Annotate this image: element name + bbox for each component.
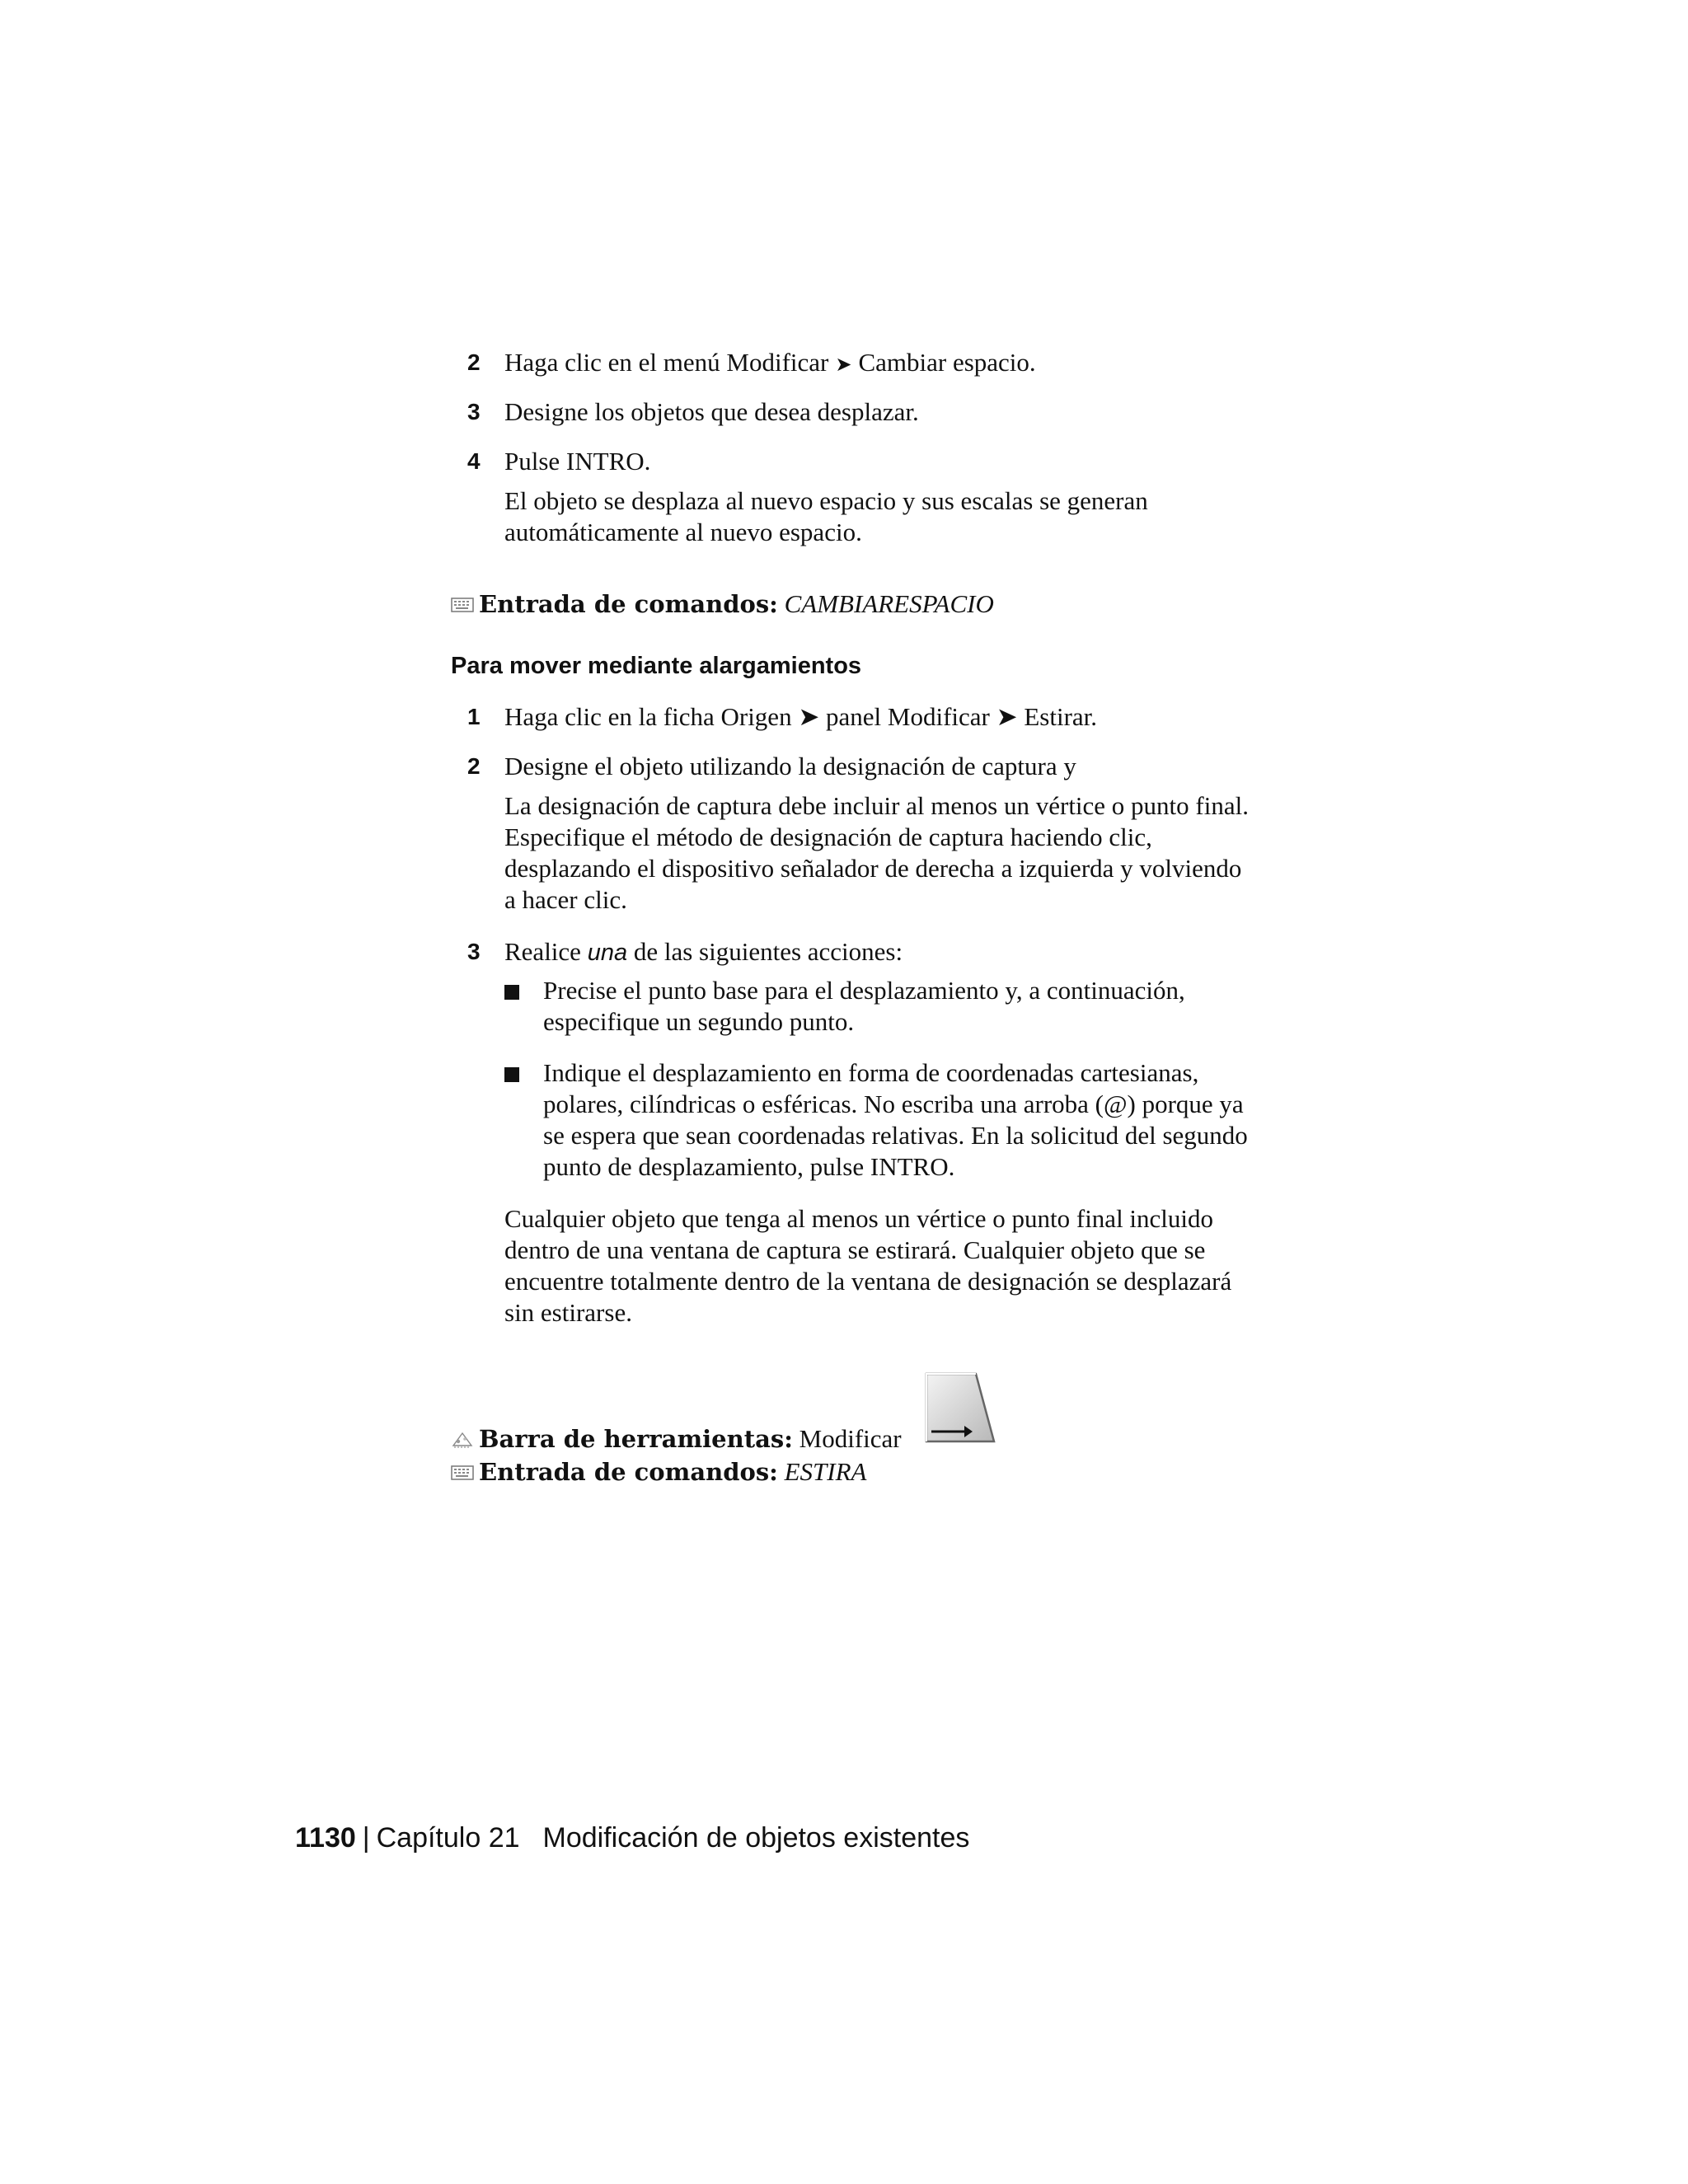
step-text-emphasis: una <box>587 940 628 966</box>
step-number: 3 <box>467 939 481 964</box>
step-text-post: Cambiar espacio. <box>858 348 1036 377</box>
bullet-line: especifique un segundo punto. <box>543 1007 855 1036</box>
bullet-text <box>543 975 1334 1038</box>
footer-separator: | <box>362 1822 370 1854</box>
keyboard-icon <box>451 1464 474 1482</box>
paragraph-line: Cualquier objeto que tenga al menos un vértice o punto final incluido <box>504 1204 1214 1233</box>
bullet-line: Indique el desplazamiento en forma de coordenadas cartesianas, <box>543 1058 1199 1087</box>
note-line: a hacer clic. <box>504 885 627 914</box>
step-text: Pulse INTRO. <box>504 447 651 476</box>
toolbar-value: Modificar <box>799 1424 902 1453</box>
step-text-pre: Realice <box>504 937 588 966</box>
step-text: Designe el objeto utilizando la designación de captura y <box>504 752 1076 780</box>
bullet-square-icon <box>504 985 519 1000</box>
step-note <box>504 790 1337 916</box>
step-text-pre: Haga clic en el menú Modificar <box>504 348 829 377</box>
page-number: 1130 <box>295 1822 356 1854</box>
note-line: desplazando el dispositivo señalador de derecha a izquierda y volviendo <box>504 854 1242 883</box>
note-line: Especifique el método de designación de captura haciendo clic, <box>504 823 1152 851</box>
chapter-title: Modificación de objetos existentes <box>542 1822 970 1854</box>
step-text: Designe los objetos que desea desplazar. <box>504 397 919 426</box>
bullet-line: polares, cilíndricas o esféricas. No escriba una arroba (@) porque ya <box>543 1090 1244 1118</box>
bullet-square-icon <box>504 1067 519 1082</box>
chapter-label: Capítulo 21 <box>376 1822 520 1854</box>
step-note <box>504 485 1337 548</box>
step-number: 2 <box>467 349 481 375</box>
command-entry-line <box>451 588 994 620</box>
step-number: 3 <box>467 399 481 424</box>
command-label: Entrada de comandos: <box>479 590 778 618</box>
step-number: 4 <box>467 448 481 474</box>
command-value: CAMBIARESPACIO <box>784 589 994 618</box>
toolbar-icon <box>451 1431 474 1449</box>
step-text-post: de las siguientes acciones: <box>627 937 903 966</box>
note-line: automáticamente al nuevo espacio. <box>504 518 862 546</box>
step-number: 1 <box>467 704 481 729</box>
stretch-icon <box>921 1371 997 1446</box>
paragraph-line: dentro de una ventana de captura se estirará. Cualquier objeto que se <box>504 1235 1206 1264</box>
section-heading: Para mover mediante alargamientos <box>451 653 862 679</box>
note-line: El objeto se desplaza al nuevo espacio y sus escalas se generan <box>504 486 1148 515</box>
page-footer <box>295 1820 969 1856</box>
toolbar-label: Barra de herramientas: <box>479 1425 793 1453</box>
paragraph-line: encuentre totalmente dentro de la ventana de designación se desplazará <box>504 1267 1232 1296</box>
closing-paragraph <box>504 1203 1337 1329</box>
bullet-line: punto de desplazamiento, pulse INTRO. <box>543 1152 955 1181</box>
note-line: La designación de captura debe incluir al menos un vértice o punto final. <box>504 791 1249 820</box>
command-value: ESTIRA <box>784 1457 867 1486</box>
toolbar-entry-line <box>451 1423 902 1455</box>
bullet-line: se espera que sean coordenadas relativas. En la solicitud del segundo <box>543 1121 1248 1150</box>
step-text: Haga clic en la ficha Origen ➤ panel Modificar ➤ Estirar. <box>504 702 1098 731</box>
step-text <box>504 347 1329 380</box>
step-text <box>504 936 1329 968</box>
command-entry-line <box>451 1456 866 1488</box>
menu-arrow-icon: ➤ <box>835 353 852 376</box>
keyboard-icon <box>451 596 474 614</box>
paragraph-line: sin estirarse. <box>504 1298 632 1327</box>
step-number: 2 <box>467 753 481 779</box>
command-label: Entrada de comandos: <box>479 1458 778 1486</box>
bullet-line: Precise el punto base para el desplazamiento y, a continuación, <box>543 976 1185 1005</box>
bullet-text <box>543 1057 1334 1183</box>
